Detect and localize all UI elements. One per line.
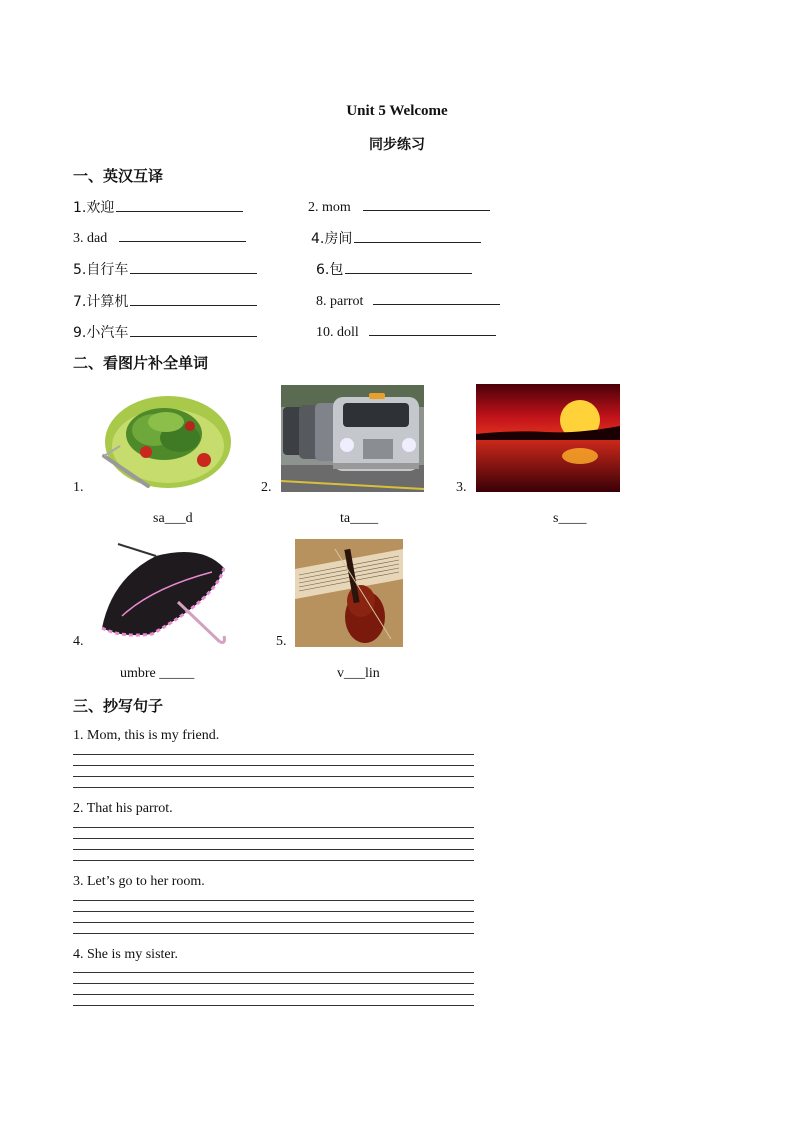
writing-line[interactable]	[73, 787, 474, 788]
writing-line[interactable]	[73, 900, 474, 901]
answer-blank[interactable]	[354, 230, 481, 243]
sentence-prompt: 1. Mom, this is my friend.	[73, 728, 220, 743]
answer-blank[interactable]	[130, 261, 257, 274]
umbrella-image	[92, 538, 226, 647]
answer-blank[interactable]	[363, 198, 490, 211]
writing-line[interactable]	[73, 994, 474, 995]
writing-line[interactable]	[73, 838, 474, 839]
writing-line[interactable]	[73, 1005, 474, 1006]
picture-number: 2.	[261, 480, 272, 495]
word-prompt: sa___d	[153, 511, 193, 526]
answer-blank[interactable]	[130, 293, 257, 306]
answer-blank[interactable]	[369, 323, 496, 336]
translation-item	[316, 259, 472, 279]
word-prompt: umbre _____	[120, 666, 195, 681]
item-label: 9.小汽车	[73, 325, 129, 341]
sunset-image	[476, 384, 620, 492]
salad-bowl-image	[100, 386, 234, 492]
page-subtitle: 同步练习	[369, 137, 425, 153]
answer-blank[interactable]	[119, 229, 246, 242]
translation-item	[73, 322, 257, 342]
writing-line[interactable]	[73, 922, 474, 923]
picture-number: 1.	[73, 480, 84, 495]
writing-line[interactable]	[73, 860, 474, 861]
picture-number: 5.	[276, 634, 287, 649]
translation-item	[316, 323, 496, 341]
sentence-prompt: 2. That his parrot.	[73, 801, 173, 816]
item-label: 7.计算机	[73, 294, 129, 310]
translation-item	[308, 198, 490, 216]
word-prompt: ta____	[340, 511, 379, 526]
writing-line[interactable]	[73, 765, 474, 766]
taxi-row-image	[281, 385, 424, 492]
item-label: 3. dad	[73, 231, 108, 246]
word-prompt: v___lin	[337, 666, 380, 681]
writing-line[interactable]	[73, 849, 474, 850]
answer-blank[interactable]	[116, 199, 243, 212]
violin-image	[295, 539, 403, 647]
word-prompt: s____	[553, 511, 587, 526]
writing-line[interactable]	[73, 983, 474, 984]
picture-number: 3.	[456, 480, 467, 495]
translation-item	[73, 291, 257, 311]
item-label: 4.房间	[311, 231, 353, 247]
page-title: Unit 5 Welcome	[346, 103, 448, 119]
sentence-prompt: 3. Let’s go to her room.	[73, 874, 205, 889]
answer-blank[interactable]	[373, 292, 500, 305]
writing-line[interactable]	[73, 827, 474, 828]
translation-item	[73, 229, 246, 247]
section2-heading: 二、看图片补全单词	[73, 354, 209, 372]
translation-item	[73, 259, 257, 279]
writing-line[interactable]	[73, 776, 474, 777]
sentence-prompt: 4. She is my sister.	[73, 947, 179, 962]
item-label: 5.自行车	[73, 262, 129, 278]
writing-line[interactable]	[73, 933, 474, 934]
item-label: 2. mom	[308, 200, 351, 215]
writing-line[interactable]	[73, 911, 474, 912]
item-label: 8. parrot	[316, 294, 364, 309]
translation-item	[73, 197, 243, 217]
item-label: 6.包	[316, 262, 344, 278]
answer-blank[interactable]	[130, 324, 257, 337]
section1-heading: 一、英汉互译	[73, 167, 164, 185]
section3-heading: 三、抄写句子	[73, 697, 164, 715]
answer-blank[interactable]	[345, 261, 472, 274]
picture-number: 4.	[73, 634, 84, 649]
writing-line[interactable]	[73, 972, 474, 973]
item-label: 1.欢迎	[73, 200, 115, 216]
item-label: 10. doll	[316, 325, 359, 340]
translation-item	[316, 292, 500, 310]
writing-line[interactable]	[73, 754, 474, 755]
translation-item	[311, 228, 481, 248]
